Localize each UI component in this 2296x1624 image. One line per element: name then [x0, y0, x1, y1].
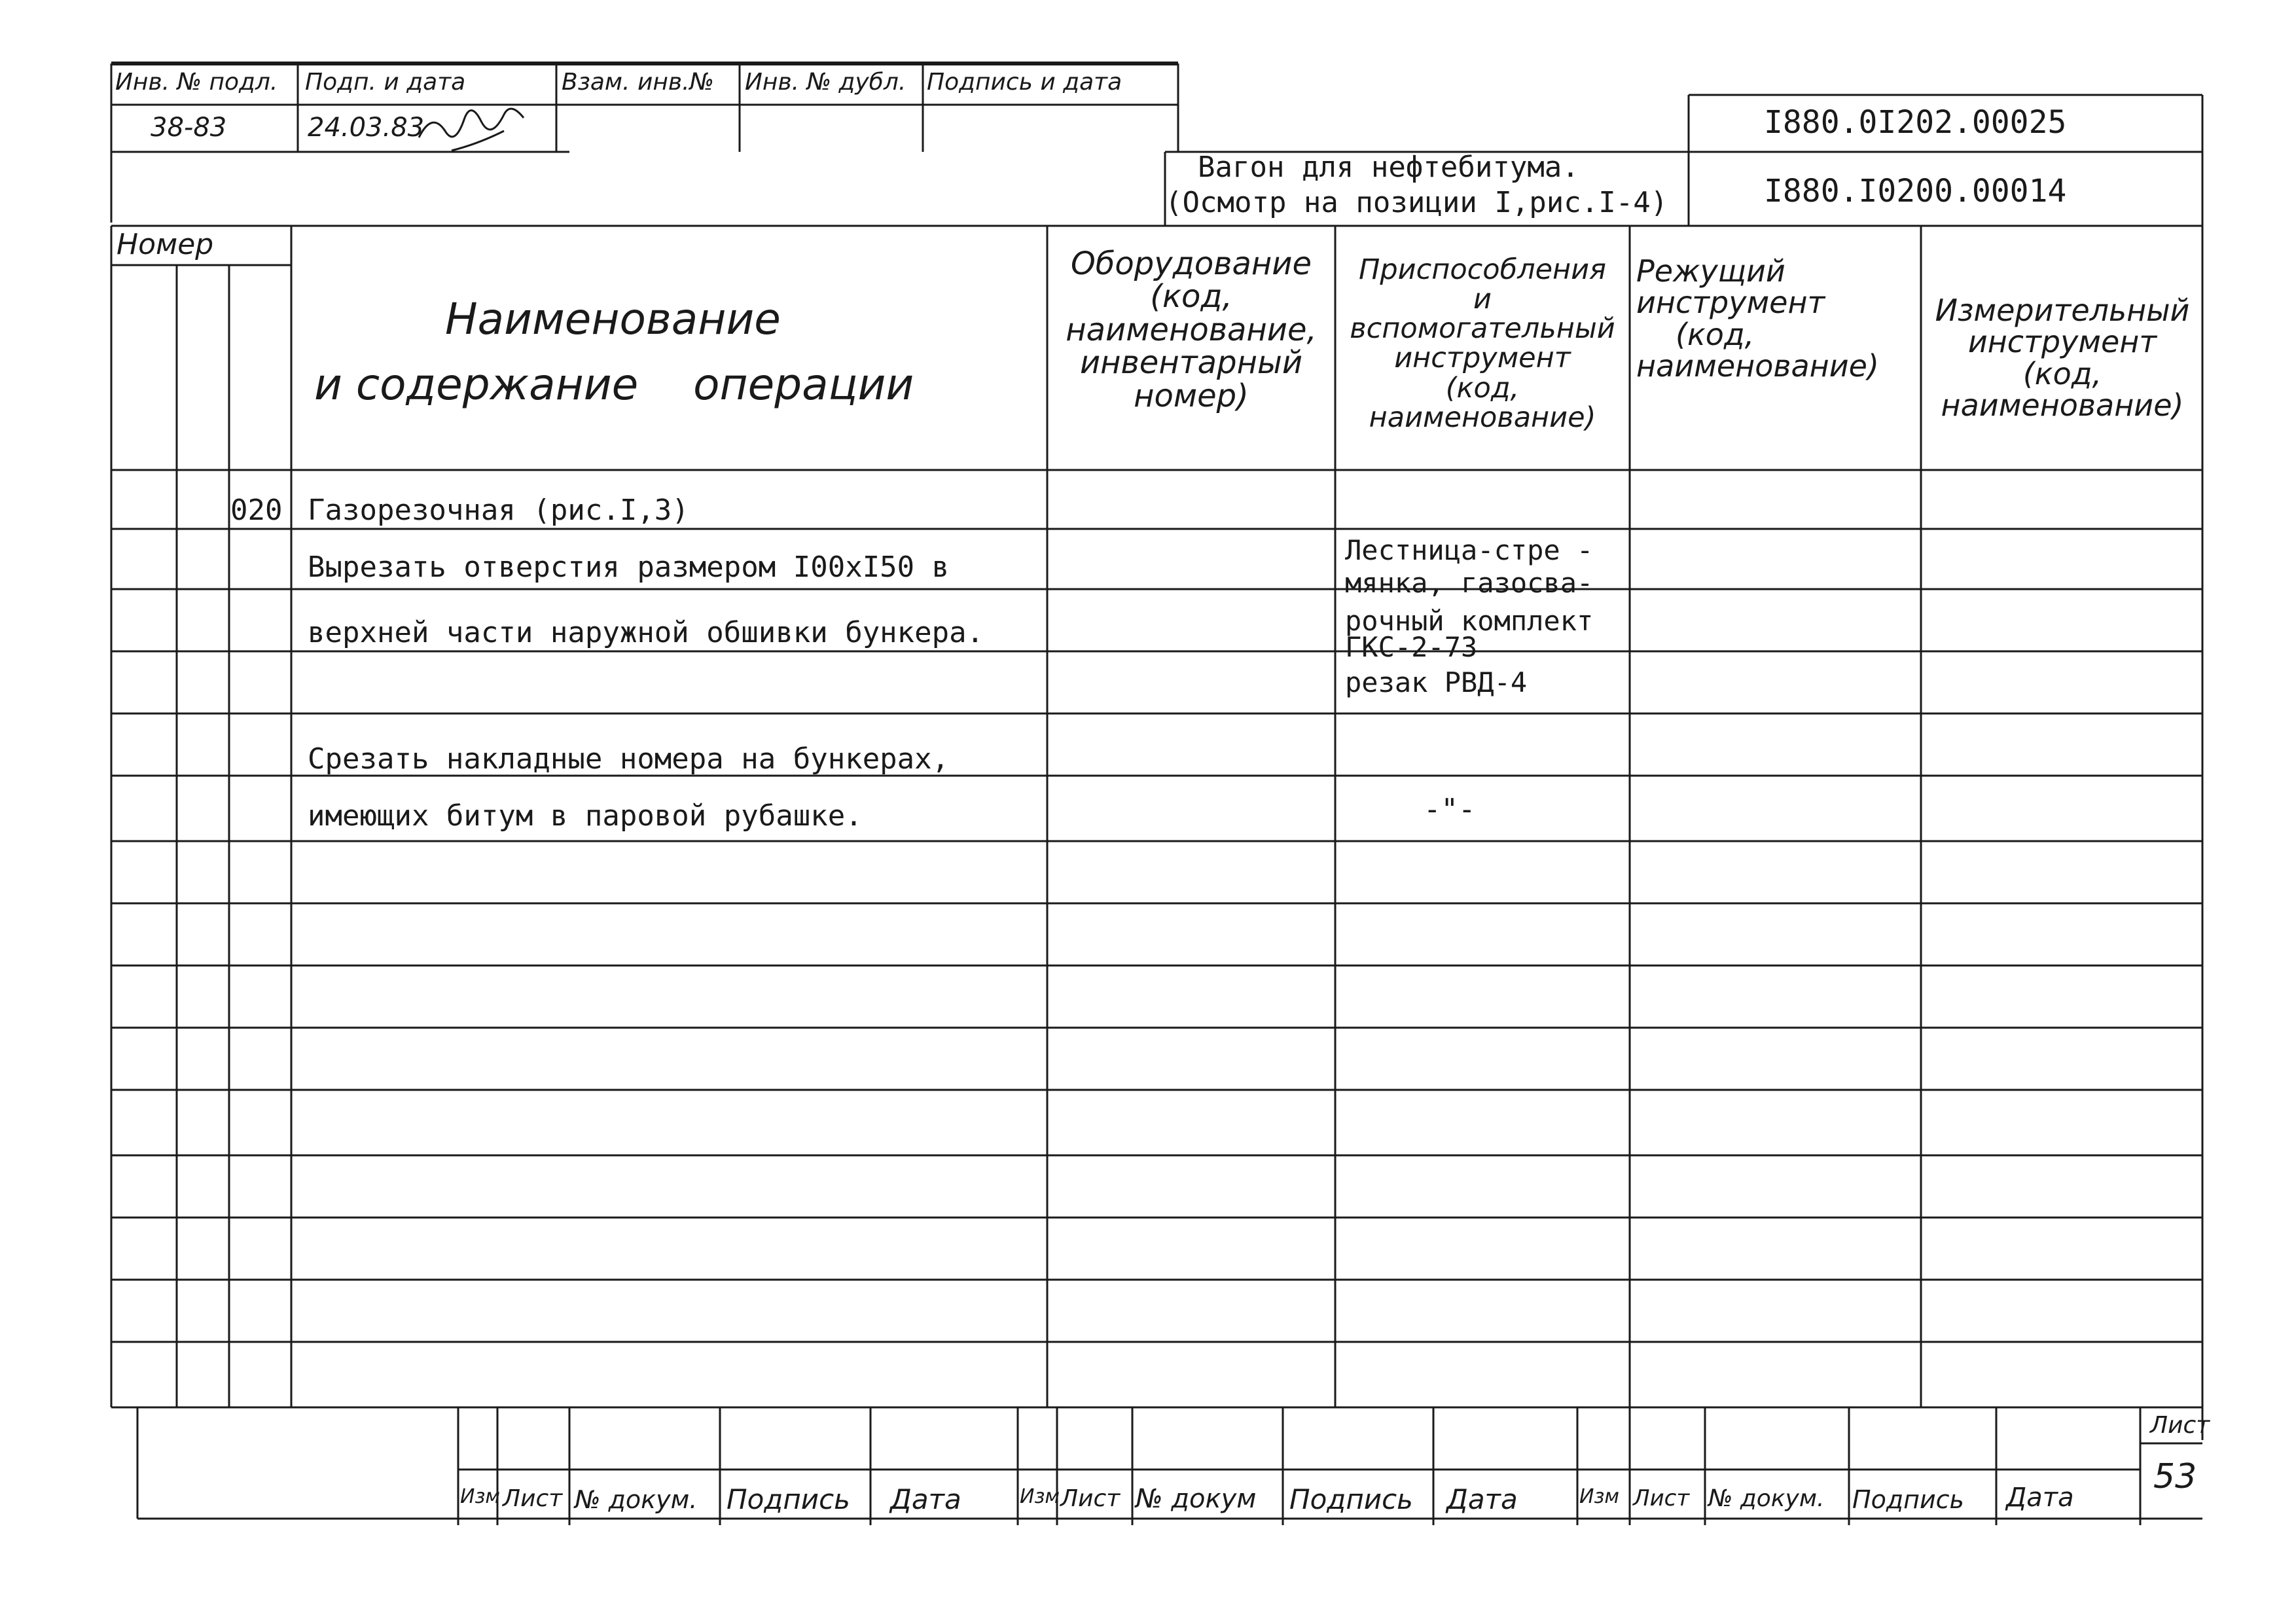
footer-g3-sheet: Лист — [1633, 1485, 1690, 1511]
header-cutting-l2: инструмент — [1636, 285, 1825, 321]
footer-g1-change: Изм — [460, 1485, 501, 1508]
header-cutting-l3: (код, — [1676, 316, 1755, 352]
header-name-line-2: и содержание операции — [314, 359, 914, 410]
doc-code-1: I880.0I202.00025 — [1764, 104, 2067, 141]
header-equipment-l5: номер) — [1134, 377, 1249, 414]
header-measuring-l2: инструмент — [1967, 324, 2157, 360]
header-fixtures-l1: Приспособления — [1359, 253, 1606, 286]
header-equipment — [1050, 247, 1332, 412]
header-fixtures-l2: и вспомогательный — [1350, 283, 1615, 346]
fixture-text-1b: мянка, газосва- — [1345, 567, 1594, 599]
footer-g1-signature: Подпись — [726, 1483, 850, 1515]
footer-g2-signature: Подпись — [1289, 1483, 1413, 1515]
header-measuring-l1: Измерительный — [1935, 293, 2190, 328]
operation-text-2b: имеющих битум в паровой рубашке. — [308, 799, 863, 833]
footer-g1-date: Дата — [890, 1483, 961, 1515]
header-equipment-l4: инвентарный — [1079, 344, 1303, 382]
operation-title: Газорезочная (рис.I,3) — [308, 494, 689, 527]
footer-g2-date: Дата — [1446, 1483, 1518, 1515]
stamp-header-dup-inv: Инв. № дубл. — [745, 69, 906, 96]
fixture-text-1c: рочный комплект — [1345, 605, 1594, 637]
header-fixtures-l4: (код, — [1445, 371, 1520, 405]
footer-g2-docnum: № докум — [1136, 1484, 1257, 1514]
stamp-header-signature-date: Подпись и дата — [927, 69, 1122, 96]
footer-g3-docnum: № докум. — [1708, 1485, 1825, 1512]
header-name-line-1: Наименование — [445, 294, 781, 344]
sheet-number: 53 — [2153, 1457, 2197, 1496]
footer-g1-docnum: № докум. — [575, 1485, 698, 1514]
header-fixtures-l5: наименование) — [1369, 401, 1596, 434]
title-line-1: Вагон для нефтебитума. — [1198, 151, 1579, 184]
title-line-2: (Осмотр на позиции I,рис.I-4) — [1165, 186, 1668, 219]
stamp-value-inv-no: 38-83 — [151, 113, 227, 143]
operation-text-2a: Срезать накладные номера на бункерах, — [308, 742, 950, 776]
fixture-text-1d: ГКС-2-73 — [1345, 631, 1478, 663]
header-equipment-l1: Оборудование — [1071, 245, 1312, 282]
footer-g3-signature: Подпись — [1852, 1485, 1964, 1514]
header-cutting-l4: наименование) — [1636, 348, 1879, 384]
footer-g3-change: Изм — [1579, 1485, 1620, 1508]
stamp-header-sign-date: Подп. и дата — [305, 69, 466, 96]
stamp-header-inv-no: Инв. № подл. — [115, 69, 278, 96]
header-equipment-l3: наименование, — [1066, 311, 1317, 348]
footer-g1-sheet: Лист — [503, 1485, 563, 1512]
fixture-ditto: -"- — [1424, 793, 1476, 826]
header-measuring-l3: (код, — [2022, 355, 2102, 391]
fixture-text-1a: Лестница-стре - — [1345, 534, 1594, 566]
doc-code-2: I880.I0200.00014 — [1764, 173, 2067, 209]
footer-g2-change: Изм — [1020, 1485, 1060, 1508]
footer-g3-date: Дата — [2006, 1483, 2074, 1513]
header-equipment-l2: (код, — [1150, 278, 1232, 316]
operation-number: 020 — [230, 494, 283, 527]
operation-text-1a: Вырезать отверстия размером I00xI50 в — [308, 550, 950, 584]
stamp-header-replace-inv: Взам. инв.№ — [562, 69, 714, 96]
fixture-text-1e: резак РВД-4 — [1345, 666, 1528, 698]
header-fixtures — [1338, 255, 1627, 433]
header-measuring-l4: наименование) — [1941, 387, 2184, 423]
header-fixtures-l3: инструмент — [1394, 342, 1571, 375]
sheet-label: Лист — [2150, 1412, 2210, 1439]
header-cutting — [1636, 255, 1918, 382]
operation-text-1b: верхней части наружной обшивки бункера. — [308, 616, 984, 649]
header-measuring — [1924, 295, 2200, 421]
stamp-value-date: 24.03.83 — [308, 113, 425, 143]
header-number: Номер — [117, 228, 214, 261]
header-cutting-l1: Режущий — [1636, 253, 1785, 289]
footer-g2-sheet: Лист — [1060, 1485, 1121, 1512]
